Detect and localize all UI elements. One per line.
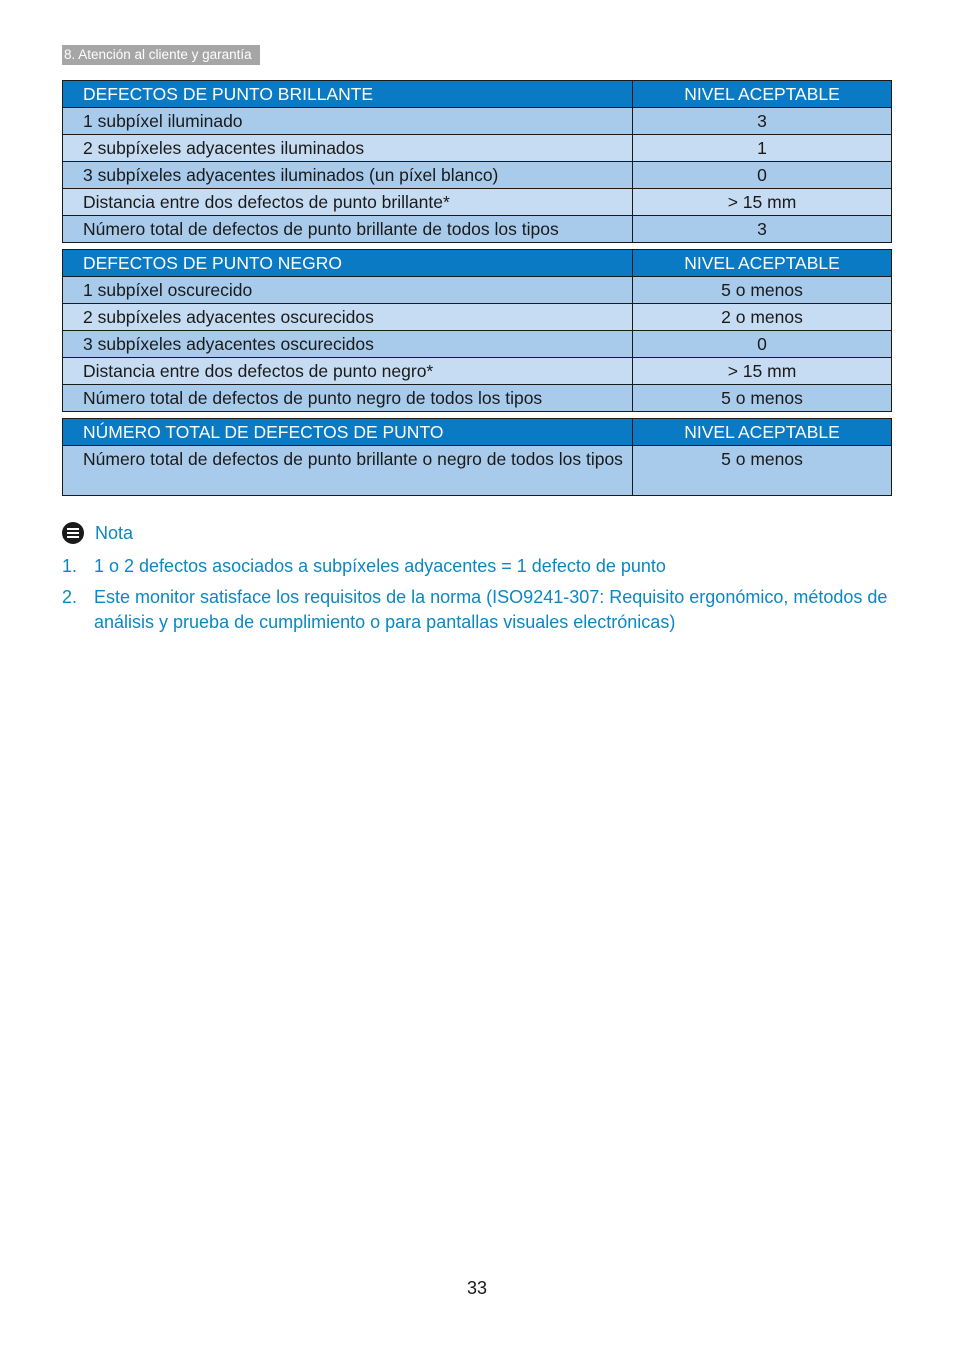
table-row — [63, 216, 892, 243]
table-header-level: NIVEL ACEPTABLE — [633, 419, 892, 446]
section-header-tab: 8. Atención al cliente y garantía — [62, 45, 260, 65]
table-row — [63, 358, 892, 385]
table-row — [63, 189, 892, 216]
table-header-row — [63, 250, 892, 277]
table-cell-label: Número total de defectos de punto brillante de todos los tipos — [63, 216, 633, 243]
table-cell-label: Distancia entre dos defectos de punto negro* — [63, 358, 633, 385]
table-cell-value: 5 o menos — [633, 446, 892, 496]
table-header-level: NIVEL ACEPTABLE — [633, 250, 892, 277]
table-cell-label: 1 subpíxel iluminado — [63, 108, 633, 135]
list-item-number: 1. — [62, 556, 78, 576]
table-header-row — [63, 419, 892, 446]
table-cell-value: 3 — [633, 108, 892, 135]
table-cell-value: > 15 mm — [633, 358, 892, 385]
table-cell-label: 1 subpíxel oscurecido — [63, 277, 633, 304]
table-row — [63, 331, 892, 358]
table-cell-label: Número total de defectos de punto negro de todos los tipos — [63, 385, 633, 412]
table-cell-label: 2 subpíxeles adyacentes oscurecidos — [63, 304, 633, 331]
table-row — [63, 304, 892, 331]
table-row — [63, 385, 892, 412]
list-item-text: 1 o 2 defectos asociados a subpíxeles adyacentes = 1 defecto de punto — [94, 556, 666, 576]
page-number: 33 — [466, 1278, 488, 1298]
table-row — [63, 162, 892, 189]
table-cell-label: 2 subpíxeles adyacentes iluminados — [63, 135, 633, 162]
table-header-title: DEFECTOS DE PUNTO BRILLANTE — [63, 81, 633, 108]
table-cell-value: 0 — [633, 162, 892, 189]
table-cell-value: > 15 mm — [633, 189, 892, 216]
table-header-title: NÚMERO TOTAL DE DEFECTOS DE PUNTO — [63, 419, 633, 446]
total-dot-defects-table — [62, 418, 892, 496]
table-header-row — [63, 81, 892, 108]
table-header-level: NIVEL ACEPTABLE — [633, 81, 892, 108]
black-dot-defects-table — [62, 249, 892, 412]
list-item-text: Este monitor satisface los requisitos de la norma (ISO9241-307: Requisito ergonómico, métodos de análisis y prueba de cumplimiento o para pantallas visuales electrónicas) — [94, 587, 888, 632]
table-header-title: DEFECTOS DE PUNTO NEGRO — [63, 250, 633, 277]
table-row — [63, 446, 892, 496]
table-cell-value: 2 o menos — [633, 304, 892, 331]
table-row — [63, 108, 892, 135]
list-item — [62, 554, 891, 579]
table-cell-label: Distancia entre dos defectos de punto brillante* — [63, 189, 633, 216]
table-row — [63, 277, 892, 304]
bright-dot-defects-table — [62, 80, 892, 243]
table-cell-label: 3 subpíxeles adyacentes oscurecidos — [63, 331, 633, 358]
table-cell-label: 3 subpíxeles adyacentes iluminados (un píxel blanco) — [63, 162, 633, 189]
table-cell-value: 3 — [633, 216, 892, 243]
note-title: Nota — [95, 522, 134, 543]
table-cell-value: 0 — [633, 331, 892, 358]
list-item-number: 2. — [62, 587, 78, 607]
table-row — [63, 135, 892, 162]
note-heading — [62, 522, 133, 544]
table-cell-label: Número total de defectos de punto brillante o negro de todos los tipos — [63, 446, 633, 496]
note-list — [62, 554, 891, 641]
table-cell-value: 5 o menos — [633, 277, 892, 304]
table-cell-value: 5 o menos — [633, 385, 892, 412]
defect-tables — [62, 80, 891, 502]
table-cell-value: 1 — [633, 135, 892, 162]
list-item — [62, 585, 891, 635]
note-icon — [62, 522, 84, 544]
